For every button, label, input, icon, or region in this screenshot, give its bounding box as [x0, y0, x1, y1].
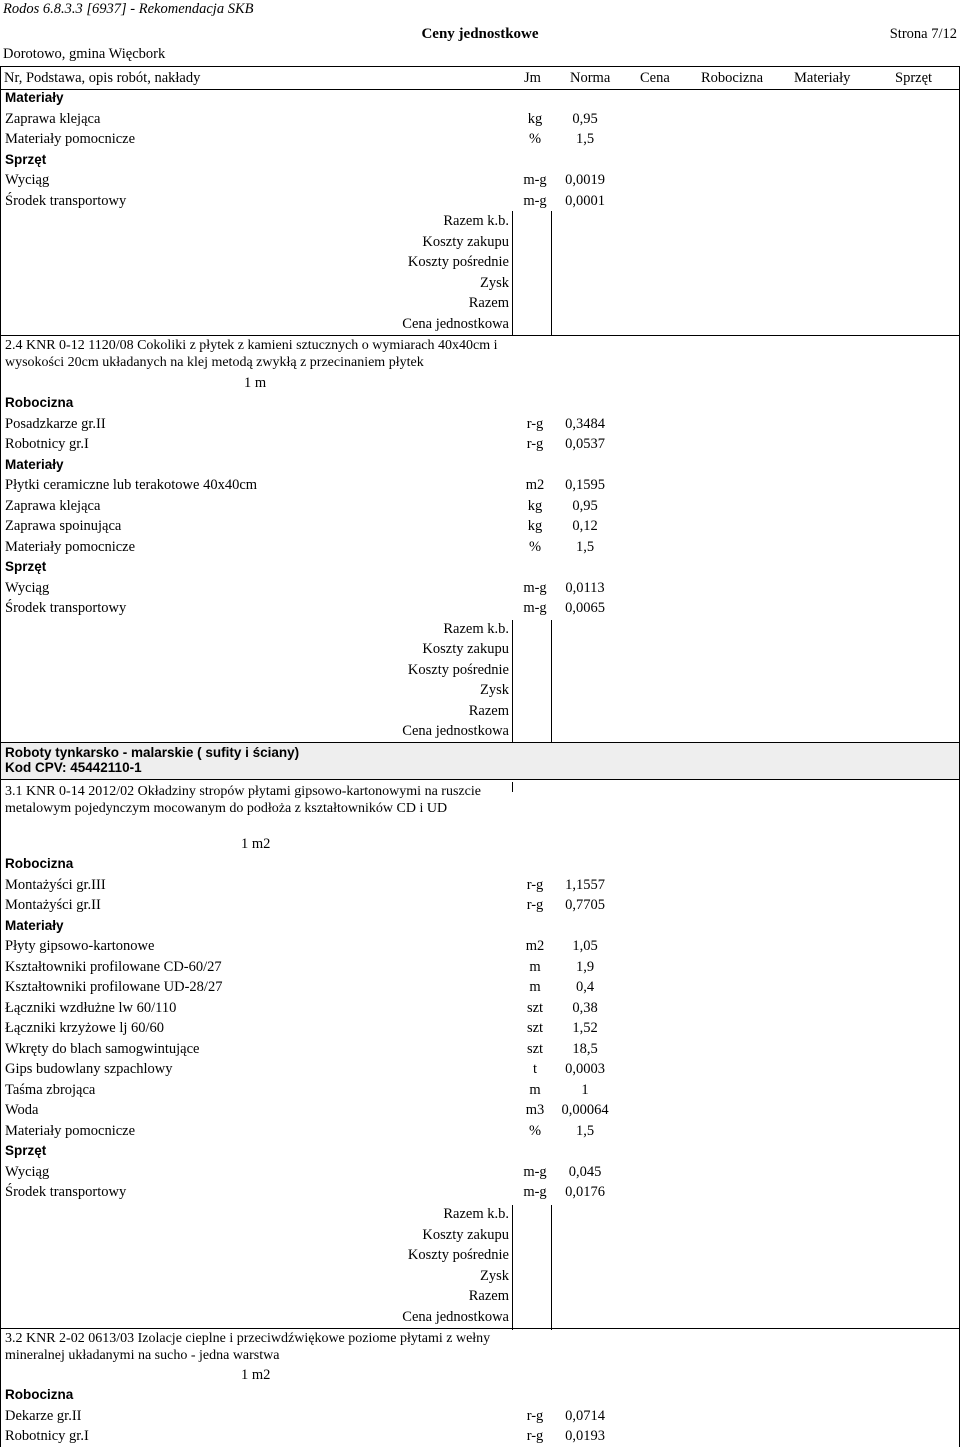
section-cpv: Kod CPV: 45442110-1 — [5, 760, 142, 775]
summary-row: Koszty zakupu — [422, 1226, 509, 1243]
col-cena: Cena — [640, 70, 670, 86]
separator — [1, 1328, 959, 1329]
group-row: Robocizna — [5, 856, 74, 871]
group-row: Robocizna — [5, 395, 74, 410]
summary-row: Koszty pośrednie — [407, 1247, 509, 1263]
col-desc: Nr, Podstawa, opis robót, nakłady — [4, 70, 201, 86]
summary-row: Cena jednostkowa — [402, 723, 509, 739]
location: Dorotowo, gmina Więcbork — [3, 46, 166, 62]
table-row: Taśma zbrojąca m 1 — [5, 1081, 589, 1098]
report-title: Ceny jednostkowe — [421, 26, 539, 42]
table-row: Materiały pomocnicze % 1,5 — [5, 131, 595, 147]
table-row: Środek transportowy m-g 0,0176 — [5, 1184, 605, 1200]
summary-row: Cena jednostkowa — [402, 315, 509, 332]
item-title: 3.2 KNR 2-02 0613/03 Izolacje cieplne i przeciwdźwiękowe poziome płytami z wełny mineralnej układanymi na sucho - jedna warstwa — [5, 1331, 491, 1363]
table-row: Kształtowniki profilowane UD-28/27 m 0,4 — [5, 979, 595, 995]
table-row: Wyciąg m-g 0,0019 — [5, 172, 605, 188]
column-header — [0, 66, 960, 90]
group-row: Sprzęt — [5, 151, 47, 167]
summary-row: Razem — [468, 1288, 509, 1304]
col-divider — [512, 782, 513, 792]
summary-row: Razem — [468, 295, 509, 311]
table-row: Materiały pomocnicze % 1,5 — [5, 1122, 595, 1139]
item-unit: 1 m2 — [241, 1367, 271, 1383]
table-row: Robotnicy gr.I r-g 0,0537 — [5, 436, 605, 452]
item-title: 3.1 KNR 0-14 2012/02 Okładziny stropów płytami gipsowo-kartonowymi na ruszcie metalowym pojedynczym mocowanym do podłoża z kształtowników CD i UD — [5, 784, 481, 816]
group-row: Materiały — [5, 90, 64, 105]
table-row: Gips budowlany szpachlowy t 0,0003 — [5, 1061, 605, 1077]
table-body — [0, 88, 960, 1447]
summary-row: Razem k.b. — [443, 620, 509, 637]
table-row: Wkręty do blach samogwintujące szt 18,5 — [5, 1040, 598, 1057]
col-sprzet: Sprzęt — [895, 70, 933, 86]
group-row: Sprzęt — [5, 559, 47, 574]
table-row: Wyciąg m-g 0,0113 — [5, 579, 605, 596]
summary-row: Koszty pośrednie — [407, 661, 509, 678]
summary-row: Zysk — [480, 274, 509, 291]
col-materialy: Materiały — [794, 70, 851, 86]
table-row: Dekarze gr.II r-g 0,0714 — [5, 1407, 605, 1424]
table-row: Zaprawa spoinująca kg 0,12 — [5, 518, 598, 534]
group-row: Sprzęt — [5, 1143, 47, 1158]
col-robocizna: Robocizna — [701, 70, 764, 86]
item-unit: 1 m — [244, 375, 267, 391]
table-row: Posadzkarze gr.II r-g 0,3484 — [5, 415, 605, 432]
table-row: Kształtowniki profilowane CD-60/27 m 1,9 — [5, 958, 595, 975]
summary-row: Koszty zakupu — [422, 233, 509, 250]
group-row: Materiały — [5, 456, 64, 472]
separator — [1, 335, 959, 336]
section-heading — [1, 742, 959, 780]
table-row: Łączniki krzyżowe lj 60/60 szt 1,52 — [5, 1020, 598, 1036]
summary-row: Koszty zakupu — [422, 641, 509, 657]
summary-row: Cena jednostkowa — [402, 1308, 509, 1325]
item-title: 2.4 KNR 0-12 1120/08 Cokoliki z płytek z kamieni sztucznych o wymiarach 40x40cm i wysokości 20cm układanych na klej metodą zwykłą z przecinaniem płytek — [5, 338, 498, 370]
group-row: Robocizna — [5, 1387, 74, 1402]
table-row: Montażyści gr.III r-g 1,1557 — [5, 876, 605, 893]
table-row: Zaprawa klejąca kg 0,95 — [5, 110, 598, 127]
summary-row: Zysk — [480, 1267, 509, 1284]
table-row: Montażyści gr.II r-g 0,7705 — [5, 897, 605, 913]
table-row: Woda m3 0,00064 — [5, 1102, 609, 1118]
table-row: Łączniki wzdłużne lw 60/110 szt 0,38 — [5, 999, 598, 1016]
section-title: Roboty tynkarsko - malarskie ( sufity i ściany) — [5, 745, 300, 760]
app-title: Rodos 6.8.3.3 [6937] - Rekomendacja SKB — [3, 1, 254, 17]
summary-row: Zysk — [480, 682, 509, 698]
item-unit: 1 m2 — [241, 836, 271, 852]
summary-row: Koszty pośrednie — [407, 254, 509, 270]
table-row: Materiały pomocnicze % 1,5 — [5, 538, 595, 555]
col-jm: Jm — [524, 70, 541, 86]
table-row: Środek transportowy m-g 0,0001 — [5, 192, 605, 209]
table-row: Środek transportowy m-g 0,0065 — [5, 600, 605, 616]
summary-row: Razem k.b. — [443, 213, 509, 229]
summary-row: Razem — [468, 702, 509, 719]
summary-row: Razem k.b. — [443, 1206, 509, 1222]
group-row: Materiały — [5, 917, 64, 933]
table-row: Wyciąg m-g 0,045 — [5, 1163, 602, 1180]
table-row: Robotnicy gr.I r-g 0,0193 — [5, 1428, 605, 1444]
page-number: Strona 7/12 — [889, 26, 957, 42]
table-row: Płyty gipsowo-kartonowe m2 1,05 — [5, 938, 598, 954]
table-row: Zaprawa klejąca kg 0,95 — [5, 497, 598, 514]
table-row: Płytki ceramiczne lub terakotowe 40x40cm m2 0,1595 — [5, 477, 605, 493]
col-norma: Norma — [570, 70, 611, 86]
